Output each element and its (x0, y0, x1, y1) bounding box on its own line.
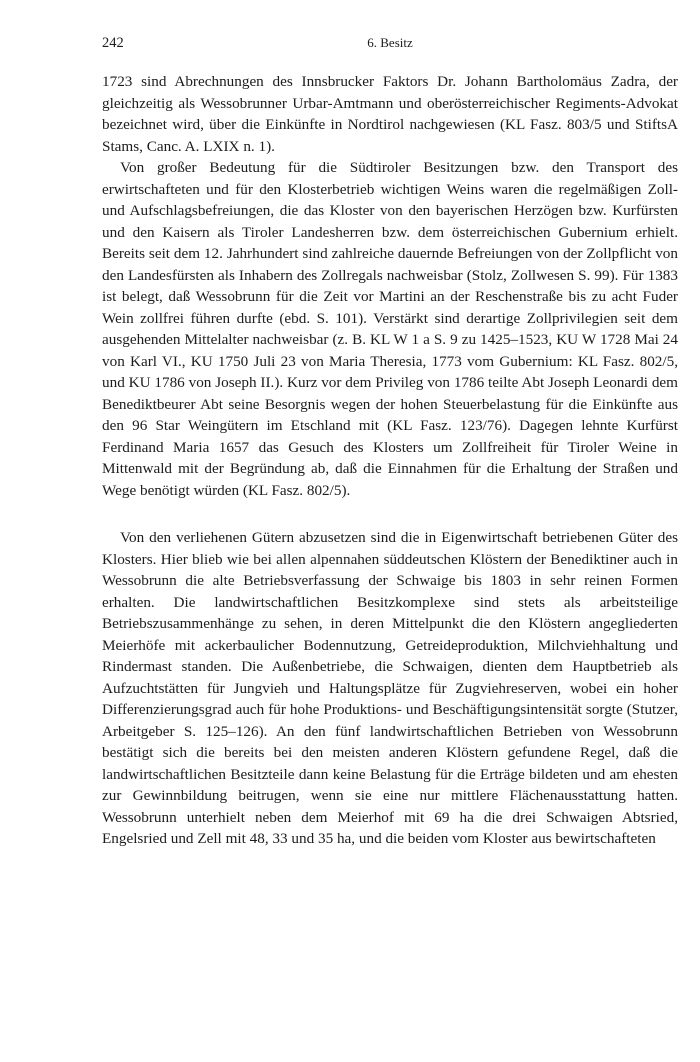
chapter-title: 6. Besitz (367, 35, 413, 50)
paragraph-own-farms: Von den verliehenen Gütern abzusetzen sind die in Eigenwirtschaft betriebenen Güter des Klosters. Hier blieb wie bei allen alpennahen süddeutschen Klöstern der Benediktiner auch in Wessobrunn die alte Betriebsverfassung der Schwaige bis 1803 in sehr reinen Formen erhalten. Die landwirtschaftlichen Besitzkomplexe sind stets als arbeitsteilige Betriebszusammenhänge zu sehen, in deren Mittelpunkt die den Klöstern angegliederten Meierhöfe mit ackerbaulicher Bodennutzung, Getreideproduktion, Milchviehhaltung und Rindermast standen. Die Außenbetriebe, die Schwaigen, dienten dem Hauptbetrieb als Aufzuchtstätten für Jungvieh und Haltungsplätze für Zugviehreserven, wobei ein hoher Differenzierungsgrad auch für hohe Produktions- und Beschäftigungsintensität sorgte (Stutzer, Arbeitgeber S. 125–126). An den fünf landwirtschaftlichen Betrieben von Wessobrunn bestätigt sich die bereits bei den meisten anderen Klöstern gefundene Regel, daß die landwirtschaftlichen Besitzteile dann keine Belastung für die Erträge bildeten und am ehesten zur Gewinnbildung beitrugen, wenn sie eine nur mittlere Flächenausstattung hatten. Wessobrunn unterhielt neben dem Meierhof mit 69 ha die drei Schwaigen Abtsried, Engelsried und Zell mit 48, 33 und 35 ha, und die beiden vom Kloster aus bewirtschafteten (102, 529, 678, 847)
page-number: 242 (102, 35, 124, 51)
paragraph-continuation: 1723 sind Abrechnungen des Innsbrucker Faktors Dr. Johann Bartholomäus Zadra, der gleichzeitig als Wessobrunner Urbar-Amtmann und oberösterreichischer Regiments-Advokat bezeichnet wird, über die Einkünfte in Nordtirol nachgewiesen (KL Fasz. 803/5 und StiftsA Stams, Canc. A. LXIX n. 1). (102, 73, 678, 155)
running-header (102, 33, 678, 53)
document-page (102, 33, 678, 850)
paragraph-toll-privileges: Von großer Bedeutung für die Südtiroler Besitzungen bzw. den Transport des erwirtschafteten und für den Klosterbetrieb wichtigen Weins waren die regelmäßigen Zoll- und Aufschlagsbefreiungen, die das Kloster von den bayerischen Herzögen bzw. Kurfürsten und den Kaisern als Tiroler Landesherren bzw. dem österreichischen Gubernium erhielt. Bereits seit dem 12. Jahrhundert sind zahlreiche dauernde Befreiungen von der Zollpflicht von den Landesfürsten als Inhabern des Zollregals nachweisbar (Stolz, Zollwesen S. 99). Für 1383 ist belegt, daß Wessobrunn für die Zeit vor Martini an der Reschenstraße bis zu acht Fuder Wein zollfrei führen durfte (ebd. S. 101). Verstärkt sind derartige Zollprivilegien seit dem ausgehenden Mittelalter nachweisbar (z. B. KL W 1 a S. 9 zu 1425–1523, KU W 1728 Mai 24 von Karl VI., KU 1750 Juli 23 von Maria Theresia, 1773 vom Gubernium: KL Fasz. 802/5, und KU 1786 von Joseph II.). Kurz vor dem Privileg von 1786 teilte Abt Joseph Leonardi dem Benediktbeurer Abt seine Besorgnis wegen der hohen Steuerbelastung für die Einkünfte aus den 96 Star Weingütern im Etschland mit (KL Fasz. 123/76). Dagegen lehnte Kurfürst Ferdinand Maria 1657 das Gesuch des Klosters um Zollfreiheit für Tiroler Weine in Mittenwald mit der Begründung ab, daß die Einnahmen für die Erhaltung der Straßen und Wege benötigt würden (KL Fasz. 802/5). (102, 159, 678, 499)
section-gap (102, 501, 678, 527)
body-text (102, 71, 678, 850)
